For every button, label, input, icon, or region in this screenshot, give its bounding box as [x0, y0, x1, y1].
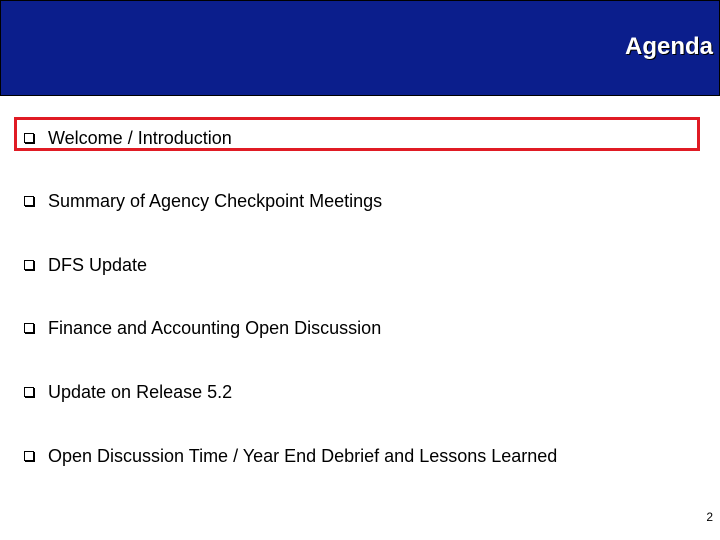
agenda-item-label: Update on Release 5.2	[48, 382, 233, 402]
checkbox-bullet-icon	[24, 133, 34, 143]
agenda-item-label: DFS Update	[48, 255, 148, 275]
checkbox-bullet-icon	[24, 451, 34, 461]
agenda-item	[24, 444, 557, 468]
slide-title: Agenda	[624, 33, 713, 60]
checkbox-bullet-icon	[24, 196, 34, 206]
agenda-item-label: Open Discussion Time / Year End Debrief and Lessons Learned	[48, 446, 558, 466]
agenda-item	[24, 126, 232, 150]
page-number: 2	[706, 510, 713, 524]
agenda-item	[24, 380, 232, 404]
agenda-item	[24, 316, 381, 340]
checkbox-bullet-icon	[24, 260, 34, 270]
checkbox-bullet-icon	[24, 387, 34, 397]
agenda-item	[24, 189, 382, 213]
agenda-item-label: Finance and Accounting Open Discussion	[48, 318, 382, 338]
agenda-item	[24, 253, 147, 277]
agenda-item-label: Summary of Agency Checkpoint Meetings	[48, 191, 383, 211]
agenda-item-label: Welcome / Introduction	[48, 128, 232, 148]
checkbox-bullet-icon	[24, 323, 34, 333]
